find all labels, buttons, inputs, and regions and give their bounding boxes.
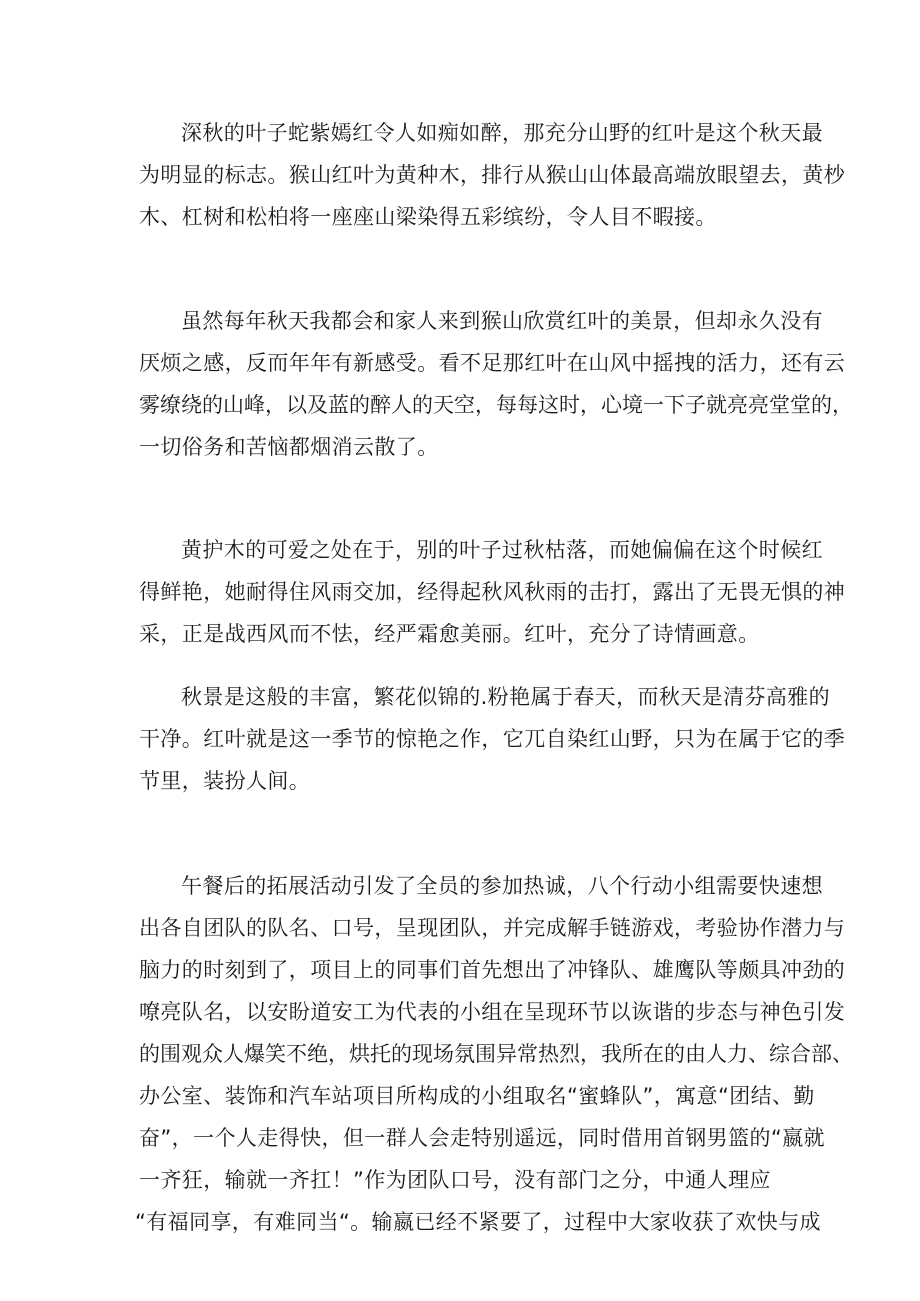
text-line: 干净。红叶就是这一季节的惊艳之作，它兀自染红山野，只为在属于它的季	[139, 727, 846, 751]
text-line: 午餐后的拓展活动引发了全员的参加热诚，八个行动小组需要快速想	[181, 874, 823, 898]
text-line: 一切俗务和苦恼都烟消云散了。	[139, 435, 439, 459]
text-line: 虽然每年秋天我都会和家人来到猴山欣赏红叶的美景，但却永久没有	[181, 309, 823, 333]
text-line: 雾缭绕的山峰，以及蓝的醉人的天空，每每这时，心境一下子就亮亮堂堂的，	[139, 393, 853, 417]
text-line: 出各自团队的队名、口号，呈现团队，并完成解手链游戏，考验协作潜力与	[139, 916, 846, 940]
text-line: 节里，装扮人间。	[139, 769, 311, 793]
text-line: 为明显的标志。猴山红叶为黄种木，排行从猴山山体最高端放眼望去，黄杪	[139, 163, 846, 187]
text-line: 办公室、装饰和汽车站项目所构成的小组取名“蜜蜂队”，寓意“团结、勤	[139, 1084, 815, 1108]
text-line: 嘹亮队名，以安盼道安工为代表的小组在呈现环节以诙谐的步态与神色引发	[139, 1000, 846, 1024]
text-line: 奋”，一个人走得快，但一群人会走特别遥远，同时借用首钢男篮的“嬴就	[139, 1126, 825, 1150]
text-line: 秋景是这般的丰富，繁花似锦的.粉艳属于春天，而秋天是清芬高雅的	[181, 685, 831, 709]
text-line: 木、杠树和松柏将一座座山梁染得五彩缤纷，令人目不暇接。	[139, 205, 717, 229]
text-line: 脑力的时刻到了，项目上的同事们首先想出了冲锋队、雄鹰队等颇具冲劲的	[139, 958, 846, 982]
text-line: 黄护木的可爱之处在于，别的叶子过秋枯落，而她偏偏在这个时候红	[181, 538, 823, 562]
text-line: 厌烦之感，反而年年有新感受。看不足那红叶在山风中摇拽的活力，还有云	[139, 351, 846, 375]
text-line: 的围观众人爆笑不绝，烘托的现场氛围异常热烈，我所在的由人力、综合部、	[139, 1042, 853, 1066]
paragraph-team-activity	[135, 865, 853, 1243]
paragraph-yearly-visit	[139, 300, 853, 468]
paragraph-huanghu-wood	[139, 529, 846, 655]
text-line: 一齐狂，输就一齐扛！”作为团队口号，没有部门之分，中通人理应	[139, 1168, 771, 1192]
text-line: 得鲜艳，她耐得住风雨交加，经得起秋风秋雨的击打，露出了无畏无惧的神	[139, 580, 846, 604]
text-line: “有福同享，有难同当“。输嬴已经不紧要了，过程中大家收获了欢快与成	[135, 1210, 821, 1234]
paragraph-autumn-scenery	[139, 676, 846, 802]
text-line: 采，正是战西风而不怯，经严霜愈美丽。红叶，充分了诗情画意。	[139, 622, 760, 646]
text-line: 深秋的叶子蛇紫嫣红令人如痴如醉，那充分山野的红叶是这个秋天最	[181, 121, 823, 145]
paragraph-autumn-leaves	[139, 112, 846, 238]
